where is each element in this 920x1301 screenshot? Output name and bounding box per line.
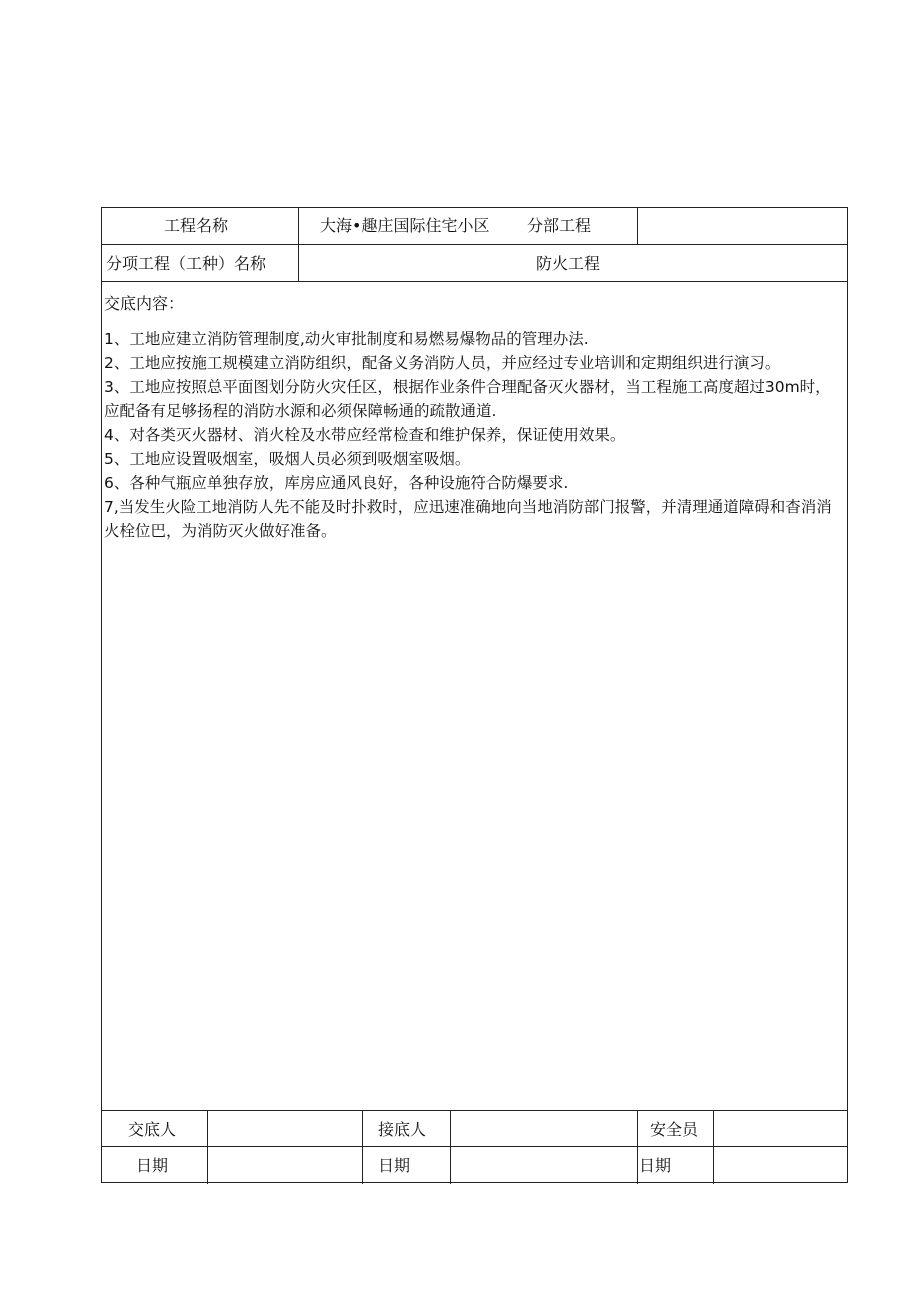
discloser-label: 交底人 (128, 1120, 177, 1139)
content-item: 4、对各类灭火器材、消火栓及水带应经常检查和维护保养，保证使用效果。 (104, 426, 626, 444)
column-divider (298, 208, 299, 281)
subproject-label: 分部工程 (527, 216, 592, 235)
row-divider (102, 1110, 847, 1111)
column-divider (362, 1110, 363, 1184)
project-name-label: 工程名称 (164, 216, 229, 235)
column-divider (450, 1110, 451, 1184)
column-divider (207, 1110, 208, 1184)
item-name-label: 分项工程（工种）名称 (106, 254, 267, 273)
date-label-safety: 日期 (639, 1156, 672, 1175)
content-item: 6、各种气瓶应单独存放，库房应通风良好，各种设施符合防爆要求. (104, 474, 569, 492)
date-label-discloser: 日期 (136, 1156, 169, 1175)
receiver-label: 接底人 (378, 1120, 427, 1139)
safety-officer-label: 安全员 (650, 1120, 699, 1139)
content-item: 2、工地应按施工规模建立消防组织，配备义务消防人员，并应经过专业培训和定期组织进行演习。 (104, 354, 781, 372)
disclosure-form (101, 207, 848, 1183)
item-name-value[interactable]: 防火工程 (536, 254, 601, 273)
content-item: 5、工地应设置吸烟室，吸烟人员必须到吸烟室吸烟。 (104, 450, 471, 468)
content-heading: 交底内容： (104, 294, 185, 313)
column-divider (713, 1110, 714, 1184)
row-divider (102, 244, 847, 245)
row-divider (102, 281, 847, 282)
content-item: 7,当发生火险工地消防人先不能及时扑救时，应迅速准确地向当地消防部门报警，并清理通道障碍和杳消消火栓位巴，为消防灭火做好准备。 (104, 498, 832, 540)
content-item: 3、工地应按照总平面图划分防火灾任区，根据作业条件合理配备灭火器材，当工程施工高度超过30m时，应配备有足够扬程的消防水源和必须保障畅通的疏散通道. (104, 378, 831, 420)
content-item: 1、工地应建立消防管理制度,动火审批制度和易燃易爆物品的管理办法. (104, 330, 589, 348)
project-name-value[interactable]: 大海•趣庄国际住宅小区 (320, 216, 490, 235)
row-divider (102, 1146, 847, 1147)
content-body (104, 327, 839, 543)
date-label-receiver: 日期 (378, 1156, 411, 1175)
column-divider (637, 1110, 638, 1184)
column-divider (637, 208, 638, 244)
